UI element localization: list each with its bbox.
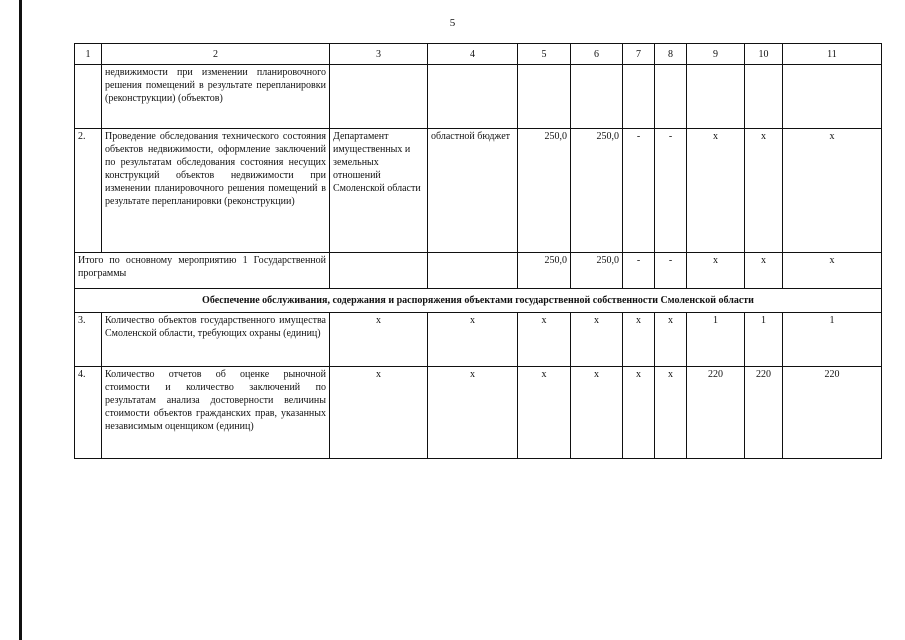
executor: Департамент имущественных и земельных отношений Смоленской области xyxy=(330,129,428,253)
value-col-11: х xyxy=(783,129,882,253)
value-col-10: х xyxy=(745,129,783,253)
page-edge-rule xyxy=(19,0,22,640)
amount-total: 250,0 xyxy=(518,129,571,253)
indicator-description: Количество объектов государственного имущества Смоленской области, требующих охраны (единиц) xyxy=(102,313,330,367)
col-header-11: 11 xyxy=(783,44,882,65)
cell xyxy=(745,65,783,129)
col-header-10: 10 xyxy=(745,44,783,65)
value-col-7: - xyxy=(623,129,655,253)
activity-description: недвижимости при изменении планировочного решения помещений в результате перепланировки (реконструкции) (объектов) xyxy=(102,65,330,129)
section-title: Обеспечение обслуживания, содержания и распоряжения объектами государственной собственности Смоленской области xyxy=(75,289,882,313)
value-col-9: 220 xyxy=(687,367,745,459)
cell xyxy=(428,253,518,289)
total-col-7: - xyxy=(623,253,655,289)
col-header-3: 3 xyxy=(330,44,428,65)
value-col-11: 1 xyxy=(783,313,882,367)
col-header-2: 2 xyxy=(102,44,330,65)
value-col-4: х xyxy=(428,313,518,367)
cell xyxy=(687,65,745,129)
cell xyxy=(330,65,428,129)
row-number-cell xyxy=(75,65,102,129)
total-amount-year: 250,0 xyxy=(571,253,623,289)
col-header-6: 6 xyxy=(571,44,623,65)
column-number-row xyxy=(75,44,882,65)
cell xyxy=(655,65,687,129)
col-header-4: 4 xyxy=(428,44,518,65)
value-col-9: 1 xyxy=(687,313,745,367)
value-col-8: х xyxy=(655,313,687,367)
value-col-8: х xyxy=(655,367,687,459)
value-col-7: х xyxy=(623,313,655,367)
row-number: 2. xyxy=(75,129,102,253)
value-col-8: - xyxy=(655,129,687,253)
value-col-9: х xyxy=(687,129,745,253)
cell xyxy=(571,65,623,129)
funding-source: областной бюджет xyxy=(428,129,518,253)
cell xyxy=(623,65,655,129)
program-table xyxy=(74,43,882,459)
table-row xyxy=(75,313,882,367)
row-number: 4. xyxy=(75,367,102,459)
value-col-6: х xyxy=(571,367,623,459)
total-col-8: - xyxy=(655,253,687,289)
value-col-3: х xyxy=(330,367,428,459)
col-header-5: 5 xyxy=(518,44,571,65)
value-col-7: х xyxy=(623,367,655,459)
total-col-9: х xyxy=(687,253,745,289)
cell xyxy=(330,253,428,289)
total-amount: 250,0 xyxy=(518,253,571,289)
total-row xyxy=(75,253,882,289)
table-row xyxy=(75,129,882,253)
total-col-10: х xyxy=(745,253,783,289)
value-col-5: х xyxy=(518,313,571,367)
total-col-11: х xyxy=(783,253,882,289)
total-label: Итого по основному мероприятию 1 Государственной программы xyxy=(75,253,330,289)
col-header-8: 8 xyxy=(655,44,687,65)
col-header-1: 1 xyxy=(75,44,102,65)
page-number: 5 xyxy=(449,17,456,29)
cell xyxy=(428,65,518,129)
value-col-11: 220 xyxy=(783,367,882,459)
row-number: 3. xyxy=(75,313,102,367)
value-col-10: 220 xyxy=(745,367,783,459)
value-col-6: х xyxy=(571,313,623,367)
section-row xyxy=(75,289,882,313)
table-row xyxy=(75,65,882,129)
table-row xyxy=(75,367,882,459)
value-col-10: 1 xyxy=(745,313,783,367)
value-col-3: х xyxy=(330,313,428,367)
activity-description: Проведение обследования технического состояния объектов недвижимости, оформление заключений по результатам обследования состояния несущих конструкций объектов недвижимости при изменении планировочного решения помещений в результате перепланировки (реконструкции) xyxy=(102,129,330,253)
col-header-7: 7 xyxy=(623,44,655,65)
col-header-9: 9 xyxy=(687,44,745,65)
indicator-description: Количество отчетов об оценке рыночной стоимости и количество заключений по результатам анализа достоверности величины стоимости объектов гражданских прав, указанных независимым оценщиком (единиц) xyxy=(102,367,330,459)
value-col-5: х xyxy=(518,367,571,459)
cell xyxy=(783,65,882,129)
amount-year: 250,0 xyxy=(571,129,623,253)
value-col-4: х xyxy=(428,367,518,459)
cell xyxy=(518,65,571,129)
